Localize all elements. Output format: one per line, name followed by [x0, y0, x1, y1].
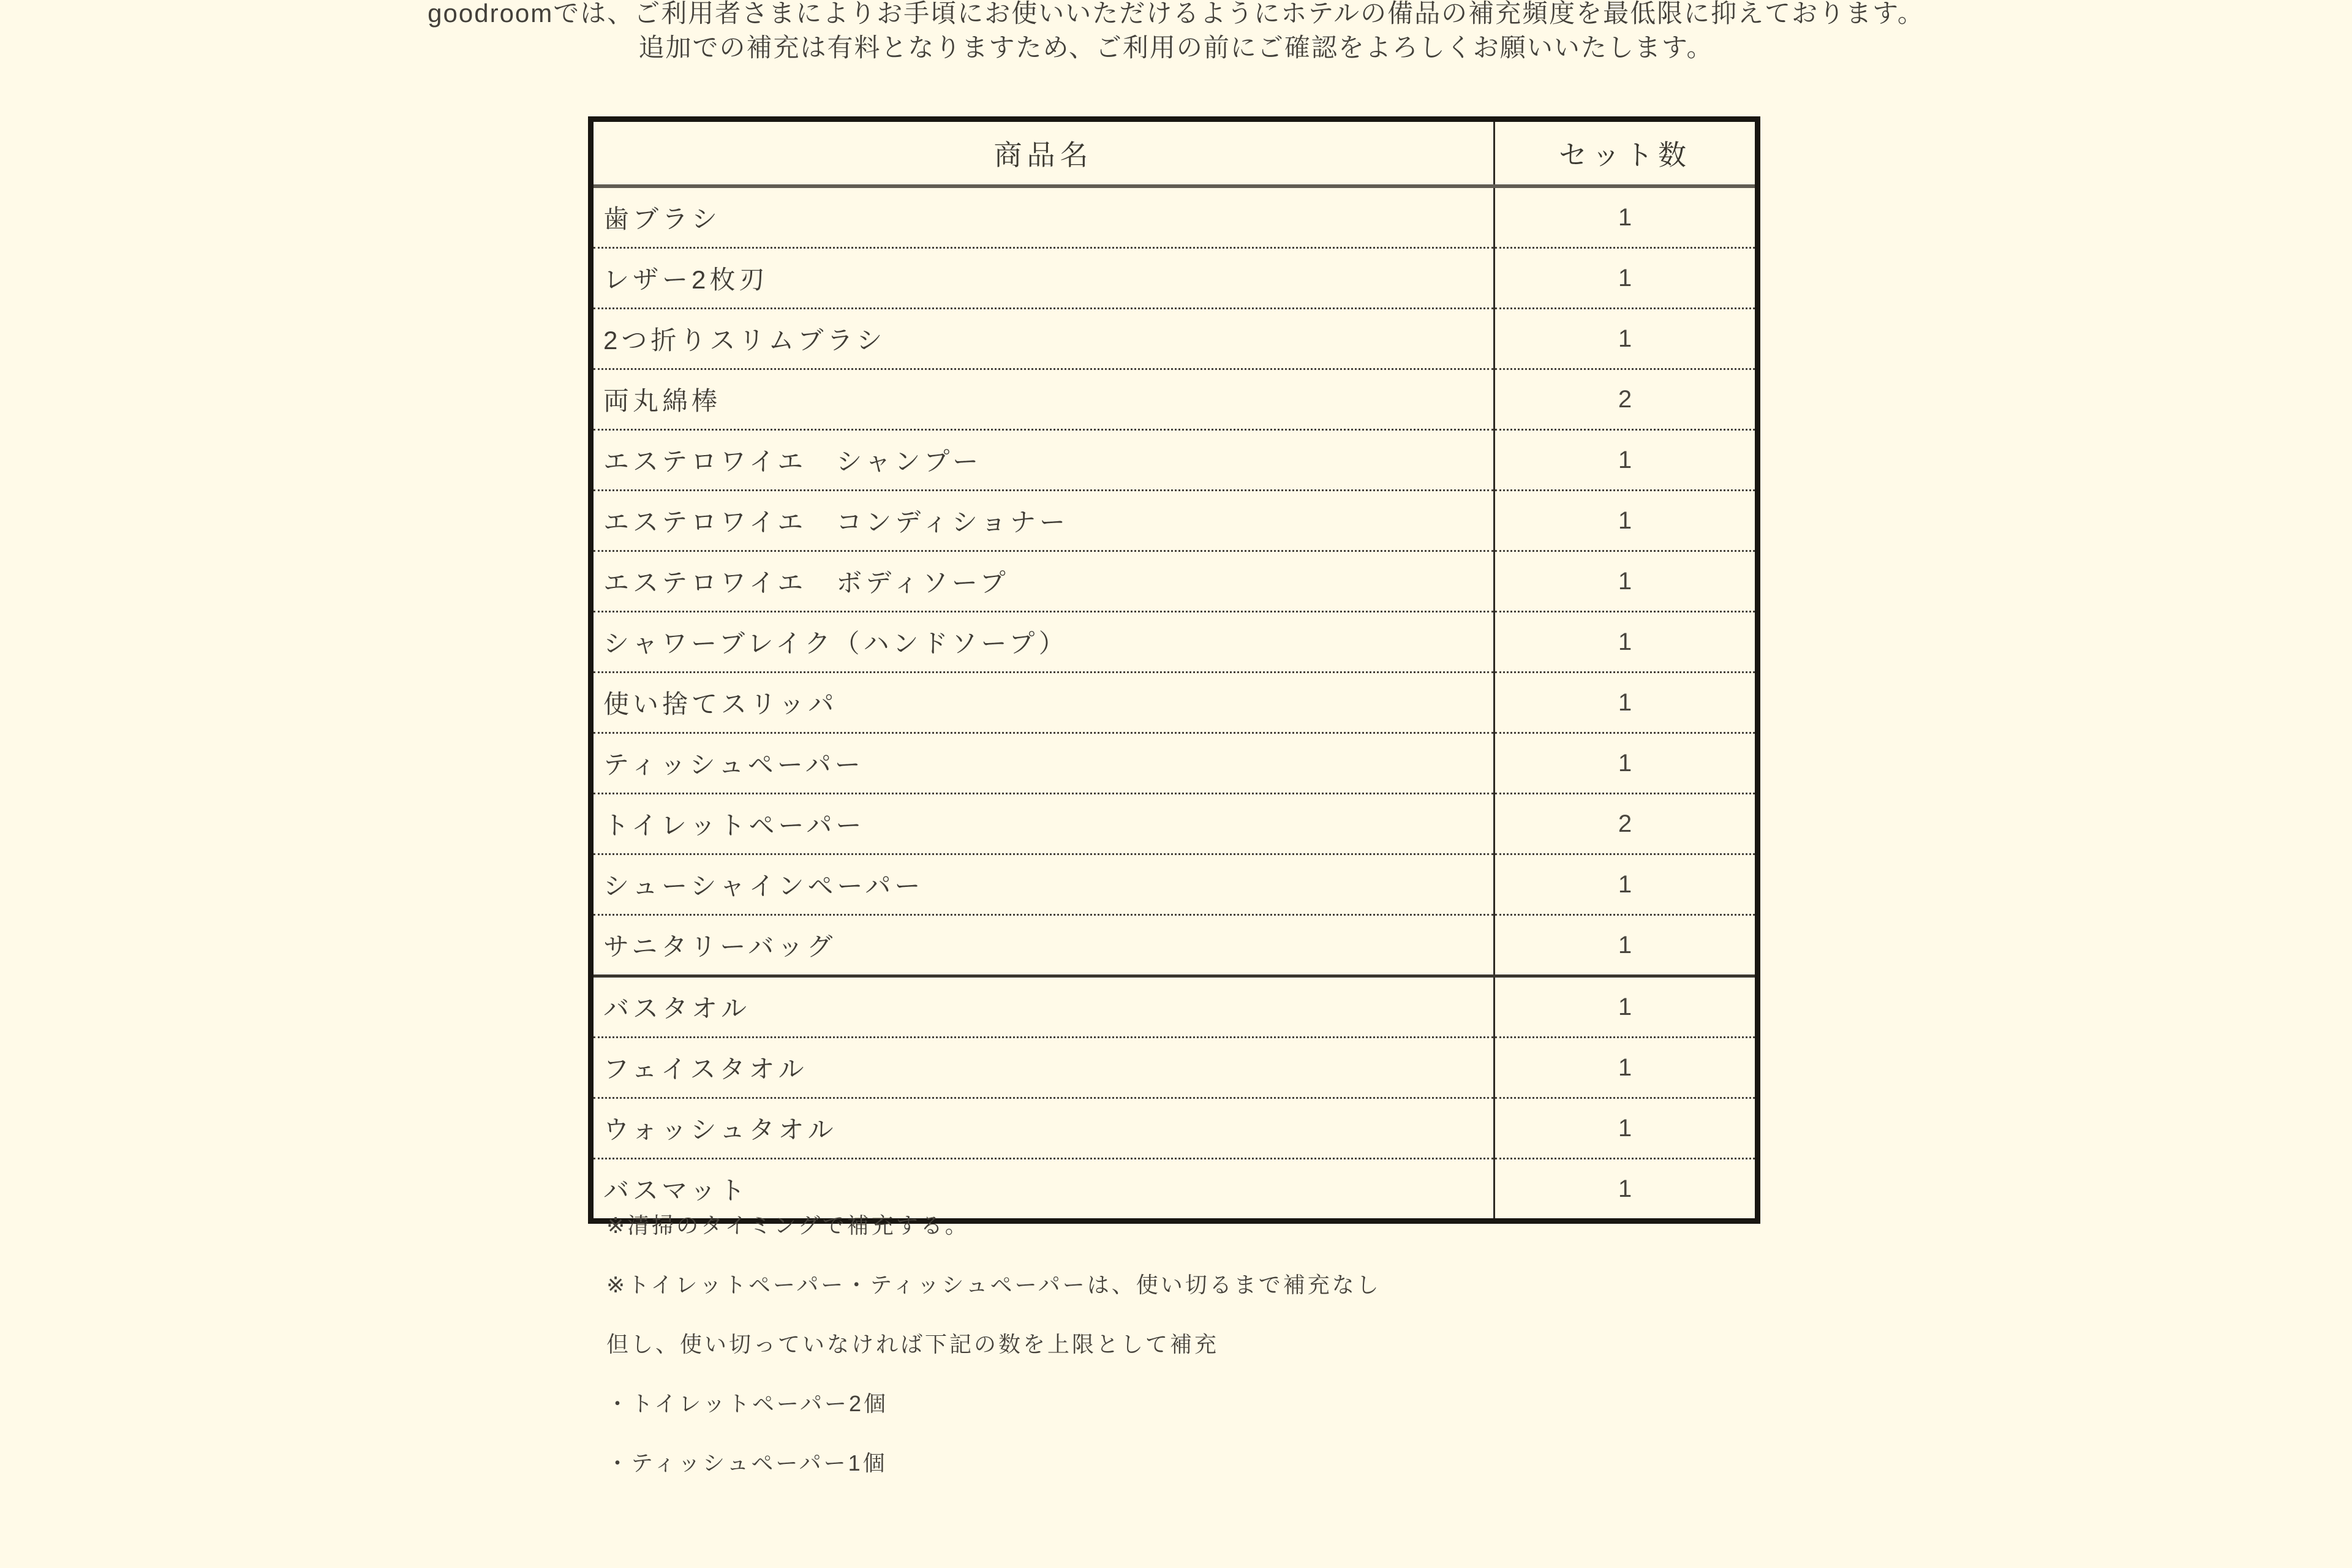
table-row [591, 551, 1758, 612]
column-header-product-name: 商品名 [591, 119, 1494, 187]
product-name-cell: ウォッシュタオル [591, 1098, 1494, 1159]
product-name-cell: サニタリーバッグ [591, 915, 1494, 976]
set-count-cell: 2 [1494, 794, 1758, 854]
set-count-cell: 1 [1494, 1038, 1758, 1098]
set-count-cell: 1 [1618, 203, 1632, 231]
product-name-cell: バスタオル [591, 976, 1494, 1038]
product-name-cell: トイレットペーパー [591, 794, 1494, 854]
product-name-cell: 歯ブラシ [591, 186, 1494, 248]
intro-line-2: 追加での補充は有料となりますため、ご利用の前にご確認をよろしくお願いいたします。 [638, 33, 1714, 62]
set-count-cell: 1 [1494, 491, 1758, 551]
product-name-cell: シューシャインペーパー [591, 854, 1494, 915]
intro-text [0, 0, 2352, 65]
table-row [591, 794, 1758, 854]
product-name-cell: エステロワイエ シャンプー [591, 430, 1494, 491]
product-name-cell: 2つ折りスリムブラシ [591, 309, 1494, 369]
table-row [591, 1159, 1758, 1221]
product-name-cell: 両丸綿棒 [591, 369, 1494, 430]
product-name-cell: エステロワイエ ボディソープ [591, 551, 1494, 612]
table-row [591, 248, 1758, 309]
set-count-cell: 2 [1494, 369, 1758, 430]
set-count-cell: 1 [1494, 915, 1758, 976]
set-count-cell: 1 [1494, 248, 1758, 309]
product-name-cell: レザー2枚刃 [591, 248, 1494, 309]
table-row [591, 733, 1758, 794]
notes-list [606, 1214, 1381, 1511]
table-row [591, 612, 1758, 673]
set-count-cell: 1 [1494, 551, 1758, 612]
set-count-cell: 1 [1494, 673, 1758, 733]
table-row [591, 854, 1758, 915]
amenities-table [588, 116, 1760, 1224]
table-row [591, 673, 1758, 733]
table-body [591, 186, 1758, 1221]
product-name-cell: シャワーブレイク（ハンドソープ） [591, 612, 1494, 673]
product-name-cell: エステロワイエ コンディショナー [591, 491, 1494, 551]
set-count-cell: 1 [1494, 1098, 1758, 1159]
table-row [591, 1098, 1758, 1159]
set-count-cell: 1 [1494, 854, 1758, 915]
product-name-cell: バスマット [591, 1159, 1494, 1221]
set-count-cell: 1 [1494, 612, 1758, 673]
table-row [591, 309, 1758, 369]
product-name-cell: フェイスタオル [591, 1038, 1494, 1098]
note-line: ※トイレットペーパー・ティッシュペーパーは、使い切るまで補充なし [606, 1272, 1381, 1297]
table-row [591, 915, 1758, 976]
note-line: ※清掃のタイミングで補充する。 [606, 1213, 970, 1238]
note-line: ・ティッシュペーパー1個 [606, 1450, 888, 1476]
set-count-cell: 1 [1494, 309, 1758, 369]
table-header-row [591, 119, 1758, 187]
table-row [591, 369, 1758, 430]
table-row [591, 976, 1758, 1038]
note-line: ・トイレットペーパー2個 [606, 1391, 889, 1416]
set-count-cell: 1 [1494, 430, 1758, 491]
table-row [591, 1038, 1758, 1098]
product-name-cell: ティッシュペーパー [591, 733, 1494, 794]
intro-line-1: goodroomでは、ご利用者さまによりお手頃にお使いいただけるようにホテルの備品の補充頻度を最低限に抑えております。 [428, 0, 1924, 28]
set-count-cell: 1 [1494, 1159, 1758, 1221]
note-line: 但し、使い切っていなければ下記の数を上限として補充 [606, 1332, 1219, 1357]
set-count-cell: 1 [1494, 976, 1758, 1038]
table-row [591, 186, 1758, 248]
column-header-set-count: セット数 [1494, 119, 1758, 187]
table-row [591, 430, 1758, 491]
table-row [591, 491, 1758, 551]
product-name-cell: 使い捨てスリッパ [591, 673, 1494, 733]
set-count-cell: 1 [1494, 733, 1758, 794]
